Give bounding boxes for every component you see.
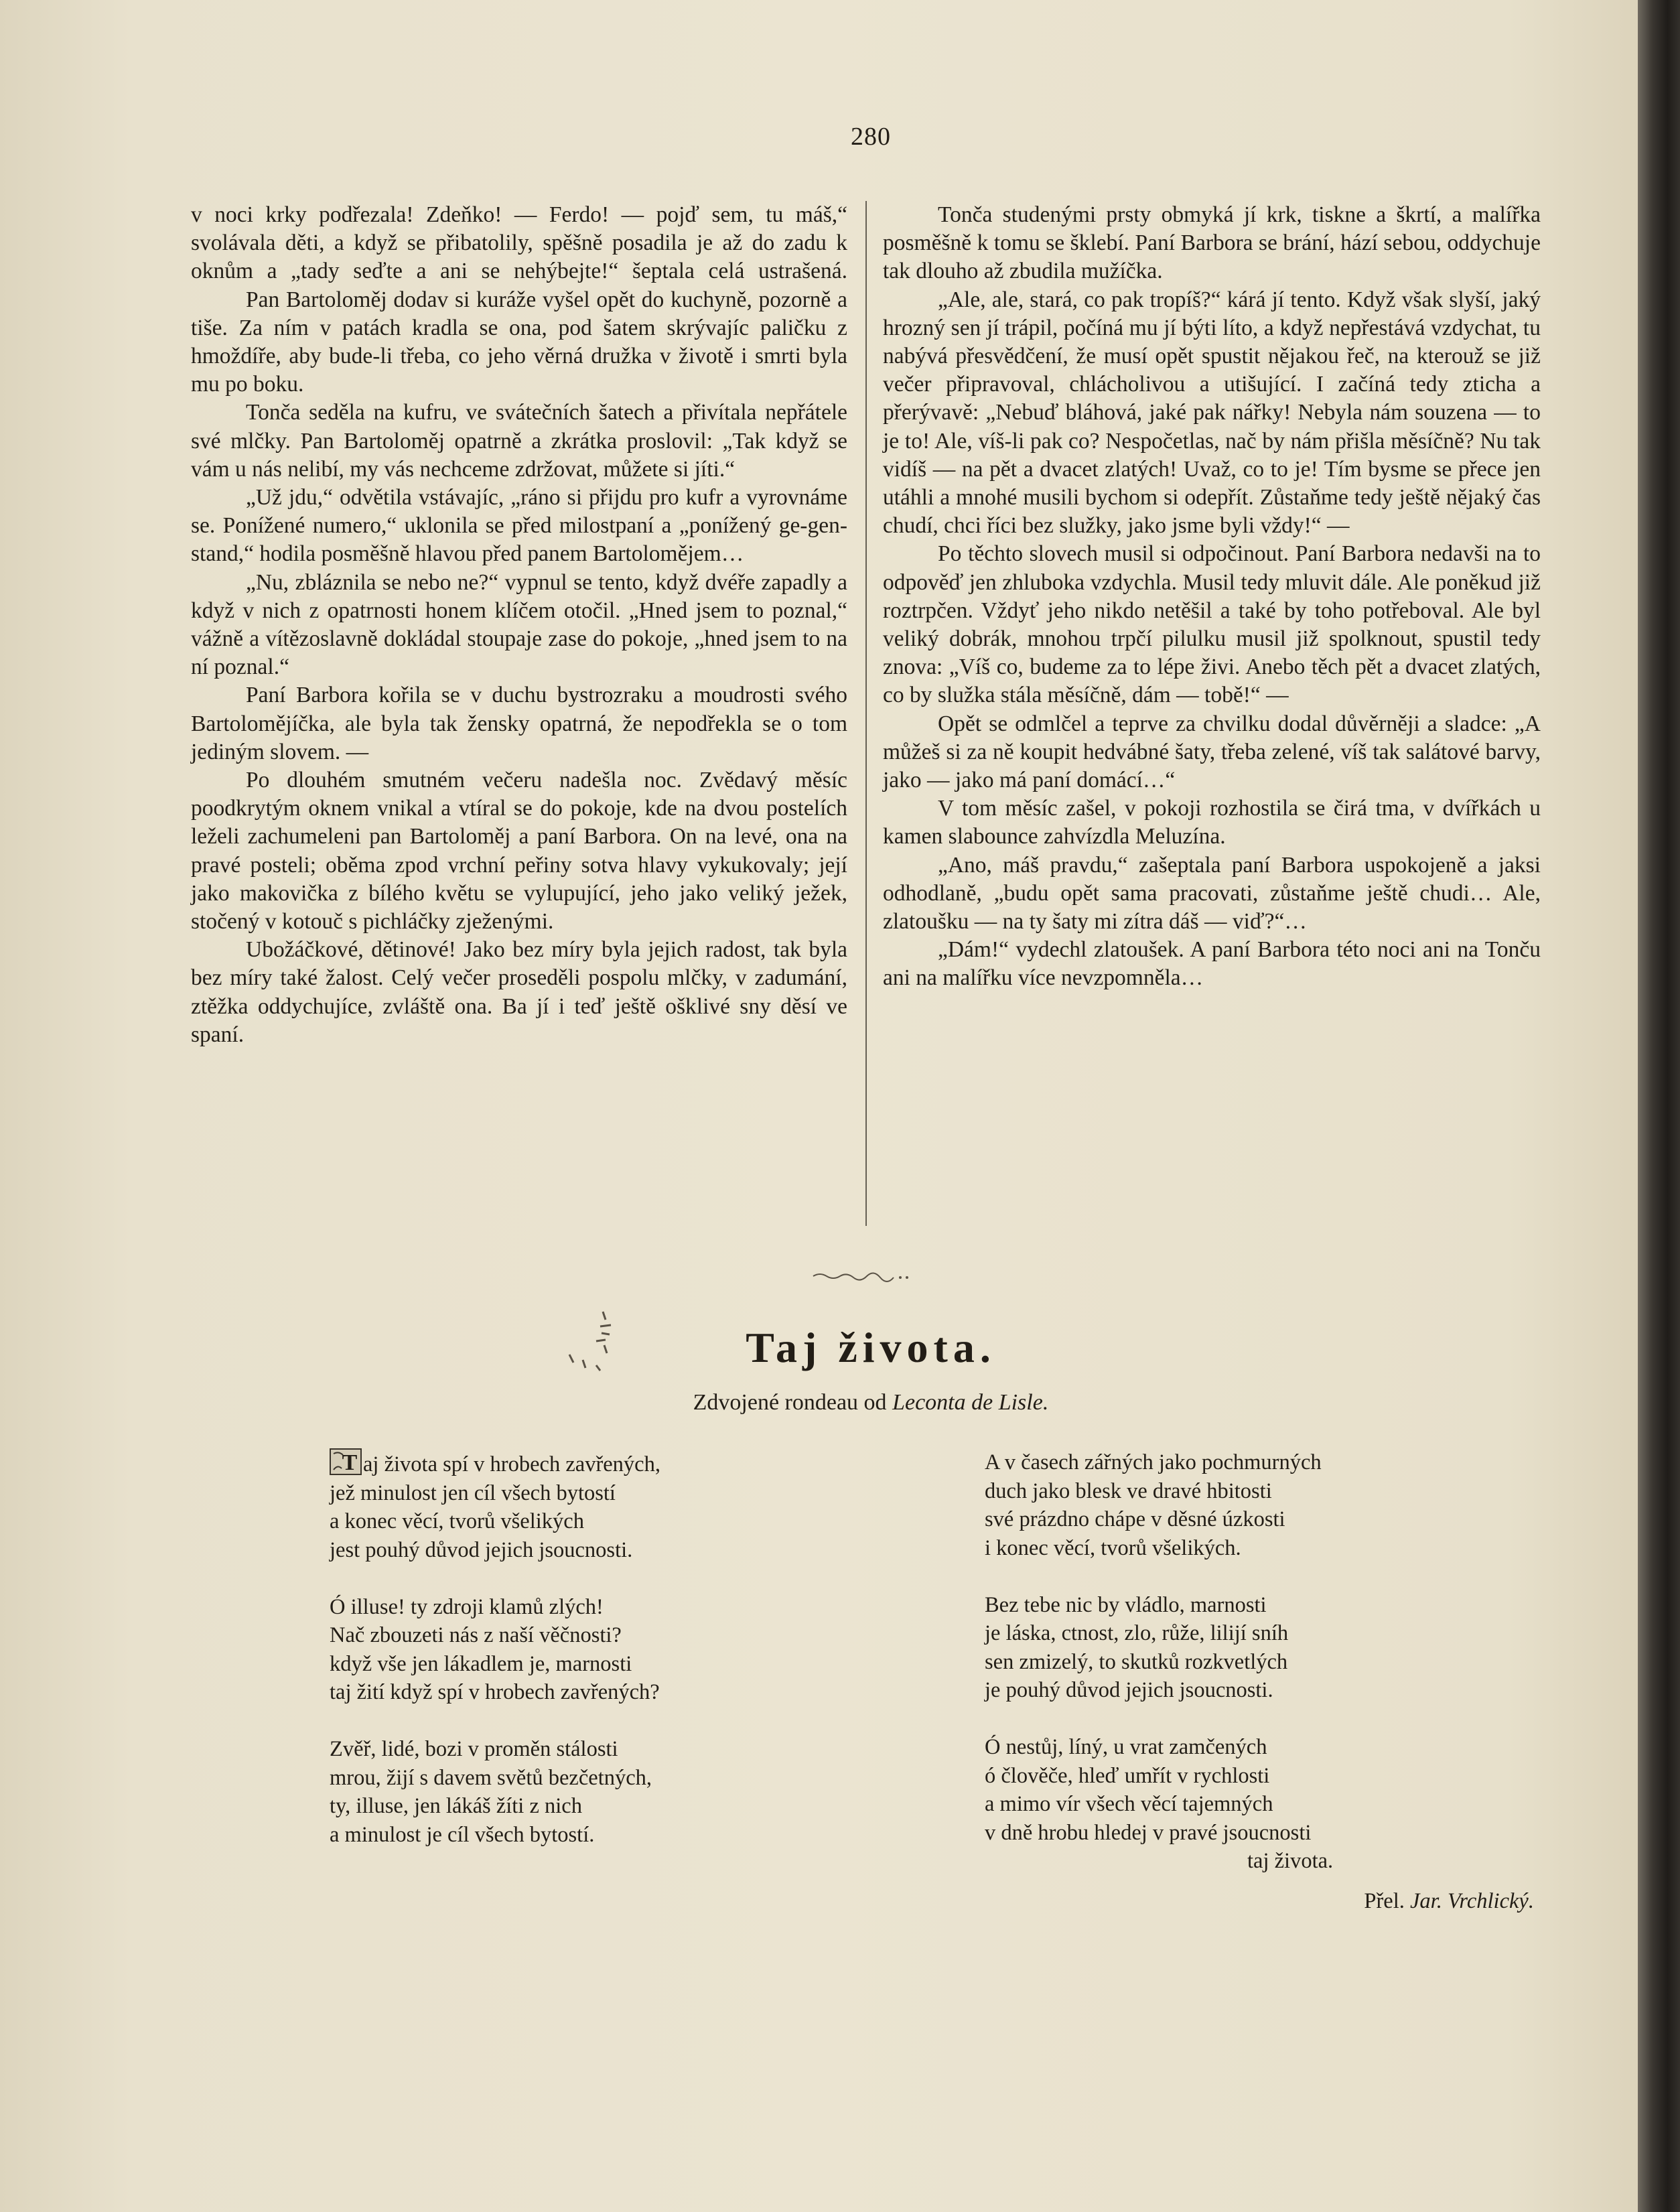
story-left-column <box>191 201 847 1049</box>
paragraph: „Už jdu,“ odvětila vstávajíc, „ráno si přijdu pro kufr a vyrovnáme se. Ponížené numero,“ uklonila se před milostpaní a „ponížený ge-gen-stand,“ hodila posměšně hlavou před panem Bartolomějem… <box>191 485 847 567</box>
poem-line: když vše jen lákadlem je, marnosti <box>330 1651 632 1676</box>
poem-line: ó člověče, hleď umřít v rychlosti <box>985 1763 1270 1788</box>
paragraph: „Ano, máš pravdu,“ zašeptala paní Barbora uspokojeně a jaksi odhodlaně, „budu opět sama pracovati, zůstaňme ještě chudi… Ale, zlatoušku — na ty šaty mi zítra dáš — viď?“… <box>883 852 1541 935</box>
poem-line: jež minulost jen cíl všech bytostí <box>330 1480 616 1505</box>
paragraph: Pan Bartoloměj dodav si kuráže vyšel opět do kuchyně, pozorně a tiše. Za ním v patách kradla se ona, pod šatem skrývajíc paličku z hmoždíře, aby bude-li třeba, co jeho věrná družka v životě i smrti byla mu po boku. <box>191 287 847 397</box>
poem-line: sen zmizelý, to skutků rozkvetlých <box>985 1649 1288 1674</box>
story-right-column <box>883 201 1541 993</box>
poem-line: mrou, žijí s davem světů bezčetných, <box>330 1765 652 1790</box>
poem-line: a konec věcí, tvorů všelikých <box>330 1509 584 1533</box>
paragraph: „Dám!“ vydechl zlatoušek. A paní Barbora této noci ani na Tonču ani na malířku více nevzpomněla… <box>883 937 1541 991</box>
poem-line: je láska, ctnost, zlo, růže, lilijí sníh <box>985 1621 1289 1645</box>
poem-subtitle <box>469 1390 1273 1415</box>
poem-original-author: Leconta de Lisle. <box>892 1390 1049 1415</box>
poem-line: taj žití když spí v hrobech zavřených? <box>330 1680 660 1704</box>
poem-line: Zvěř, lidé, bozi v proměn stálosti <box>330 1737 618 1761</box>
poem-line <box>330 1448 798 1479</box>
poem-line: jest pouhý důvod jejich jsoucnosti. <box>330 1537 633 1562</box>
poem-line: a minulost je cíl všech bytostí. <box>330 1822 595 1847</box>
section-flourish-icon <box>811 1269 911 1286</box>
stanza <box>330 1735 798 1849</box>
ornamental-initial-icon <box>330 1448 362 1475</box>
poem-right-column <box>985 1448 1521 1876</box>
subtitle-text: Zdvojené rondeau od <box>693 1390 887 1415</box>
paragraph: Paní Barbora kořila se v duchu bystrozraku a moudrosti svého Bartolomějíčka, ale byla tak žensky opatrná, že nepodřekla se o tom jediným slovem. — <box>191 683 847 764</box>
poem-line: je pouhý důvod jejich jsoucnosti. <box>985 1678 1273 1702</box>
paragraph: Tonča seděla na kufru, ve svátečních šatech a přivítala nepřátele své mlčky. Pan Bartoloměj opatrně a zkrátka proslovil: „Tak když se vám u nás nelibí, my vás nechceme zdržovat, můžete si jíti.“ <box>191 400 847 482</box>
stanza <box>985 1448 1521 1562</box>
translator-name: Jar. Vrchlický. <box>1410 1889 1534 1913</box>
page-number: 280 <box>851 123 891 151</box>
stanza <box>985 1733 1521 1876</box>
translator-prefix: Přel. <box>1364 1889 1405 1913</box>
poem-line: Ó nestůj, líný, u vrat zamčených <box>985 1735 1267 1759</box>
stanza <box>330 1448 798 1564</box>
poem-refrain: taj života. <box>1247 1849 1334 1873</box>
poem-line: Ó illuse! ty zdroji klamů zlých! <box>330 1594 604 1619</box>
poem-title: Taj života. <box>746 1324 996 1371</box>
paragraph: Tonča studenými prsty obmyká jí krk, tiskne a škrtí, a malířka posměšně k tomu se šklebí. Paní Barbora se brání, hází sebou, oddychuje tak dlouho až zbudila mužíčka. <box>883 202 1541 284</box>
paragraph: Opět se odmlčel a teprve za chvilku dodal důvěrněji a sladce: „A můžeš si za ně koupit hedvábné šaty, třeba zelené, víš tak salátové barvy, jako — jako má paní domácí…“ <box>883 711 1541 793</box>
poem-line: ty, illuse, jen lákáš žíti z nich <box>330 1794 582 1818</box>
poem-line: i konec věcí, tvorů všelikých. <box>985 1535 1241 1560</box>
column-divider <box>865 201 867 1226</box>
paragraph: Po dlouhém smutném večeru nadešla noc. Zvědavý měsíc poodkrytým oknem vnikal a vtíral se do pokoje, kde na dvou postelích leželi zachumeleni pan Bartoloměj a paní Barbora. On na levé, ona na pravé posteli; oběma zpod vrchní peřiny sotva hlavy vykukovaly; její jako makovička z bílého květu se vylupující, jeho jako veliký ježek, stočený v kotouč s pichláčky zježenými. <box>191 768 847 935</box>
translator-credit <box>1306 1889 1534 1914</box>
poem-line: A v časech zářných jako pochmurných <box>985 1450 1322 1474</box>
stanza <box>330 1593 798 1707</box>
poem-left-column <box>330 1448 798 1878</box>
paragraph: v noci krky podřezala! Zdeňko! — Ferdo! — pojď sem, tu máš,“ svolávala děti, a když se přibatolily, spěšně posadila je až do zadu k oknům a „tady seďte a ani se nehýbejte!“ šeptala celá ustrašená. <box>191 202 847 284</box>
paragraph: „Nu, zbláznila se nebo ne?“ vypnul se tento, když dvéře zapadly a když v nich z opatrnosti honem klíčem otočil. „Hned jsem to poznal,“ vážně a vítězoslavně dokládal stoupaje zase do pokoje, „hned jsem to na ní poznal.“ <box>191 569 847 680</box>
poem-line: a mimo vír všech věcí tajemných <box>985 1792 1273 1816</box>
poem-line-text: aj života spí v hrobech zavřených, <box>363 1452 660 1476</box>
poem-line: své prázdno chápe v děsné úzkosti <box>985 1507 1285 1531</box>
paragraph: „Ale, ale, stará, co pak tropíš?“ kárá jí tento. Když však slyší, jaký hrozný sen jí trápil, počíná mu jí býti líto, a když nepřestává vzdychat, tu nabývá přesvědčení, že musí opět spustit nějakou řeč, na kterouž se již večer připravoval, chlácholivou a utišující. I začíná tedy zticha a přerývavě: „Nebuď bláhová, jaké pak nářky! Nebyla nám souzena — to je to! Ale, víš-li pak co? Nespočetlas, nač by nám přišla měsíčně? Nu tak vidíš — na pět a dvacet zlatých! Uvaž, co to je! Tím bysme se přece jen utáhli a mnohé musili bychom si odepřít. Zůstaňme tedy ještě nějaký čas chudí, chci říci bez služky, jako jsme byli vždy!“ — <box>883 287 1541 539</box>
paragraph: Ubožáčkové, dětinové! Jako bez míry byla jejich radost, tak byla bez míry také žalost. Celý večer proseděli pospolu mlčky, v zadumání, ztěžka oddychujíce, zvláště ona. Ba jí i teď ještě ošklivé sny děsí ve spaní. <box>191 937 847 1047</box>
book-spine-edge <box>1638 0 1680 2212</box>
stanza <box>985 1591 1521 1705</box>
paragraph: V tom měsíc zašel, v pokoji rozhostila se čirá tma, v dvířkách u kamen slabounce zahvízdla Meluzína. <box>883 796 1541 849</box>
poem-line: Bez tebe nic by vládlo, marnosti <box>985 1592 1267 1617</box>
dropcap-letter: T <box>342 1450 358 1475</box>
poem-line: v dně hrobu hledej v pravé jsoucnosti <box>985 1820 1312 1845</box>
paragraph: Po těchto slovech musil si odpočinout. Paní Barbora nedavši na to odpověď jen zhluboka vzdychla. Musil tedy mluvit dále. Ale poněkud již roztrpčen. Vždyť jeho nikdo netěšil a také by toho potřeboval. Ale byl veliký dobrák, mnohou trpčí pilulku musil již spolknout, spustil tedy znova: „Víš co, budeme za to lépe živi. Anebo těch pět a dvacet zlatých, co by služka stála měsíčně, dám — tobě!“ — <box>883 541 1541 708</box>
poem-line: Nač zbouzeti nás z naší věčnosti? <box>330 1623 622 1647</box>
printer-ornament-icon <box>556 1306 650 1380</box>
poem-line: duch jako blesk ve dravé hbitosti <box>985 1478 1272 1503</box>
